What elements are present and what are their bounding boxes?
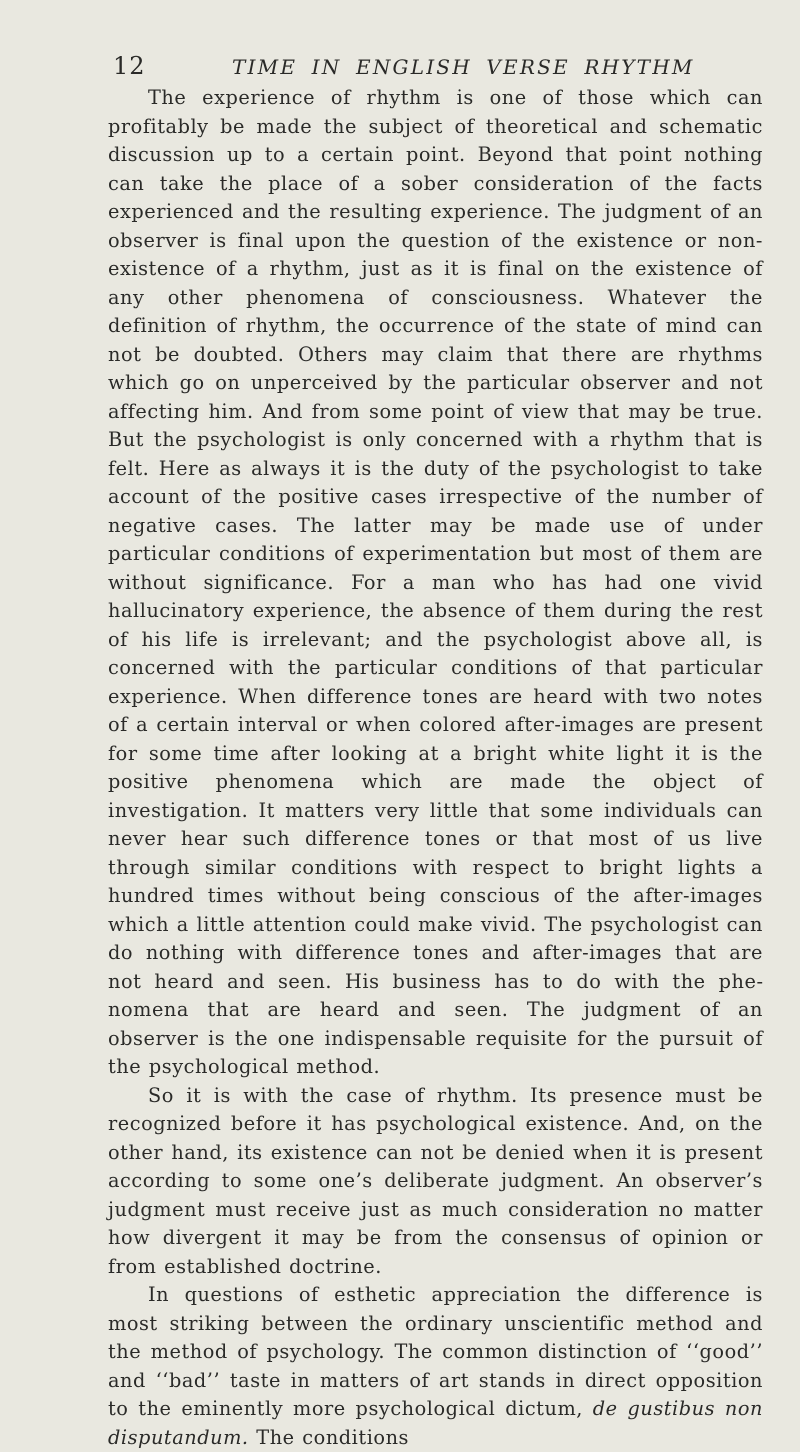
running-title: TIME IN ENGLISH VERSE RHYTHM [232,55,695,79]
paragraph-3-text: In questions of esthetic appreciation the difference is most striking between the ordinary unscientific method and the method of psychology. The common distinction of ‘‘good’’ and ‘‘bad’’ taste in matters of art stands in direct opposition to the eminently more psychological dictum, [108,1283,763,1420]
paragraph-1: The experience of rhythm is one of those which can profitably be made the subject of theoretical and schematic discussion up to a certain point. Beyond that point nothing can take the place of a sober consideration of the facts experienced and the resulting experience. The judgment of an observer is final upon the question of the existence or non-existence of a rhythm, just as it is final on the existence of any other phenomena of consciousness. Whatever the definition of rhythm, the occurrence of the state of mind can not be doubted. Others may claim that there are rhythms which go on unperceived by the particular observer and not affecting him. And from some point of view that may be true. But the psychologist is only concerned with a rhythm that is felt. Here as always it is the duty of the psychologist to take account of the positive cases irrespective of the number of negative cases. The latter may be made use of under particular conditions of experimentation but most of them are without significance. For a man who has had one vivid hallucinatory experience, the absence of them during the rest of his life is irrelevant; and the psychologist above all, is concerned with the particular conditions of that particular experience. When difference tones are heard with two notes of a certain interval or when colored after-images are present for some time after looking at a bright white light it is the positive phenomena which are made the object of investigation. It matters very little that some individuals can never hear such difference tones or that most of us live through similar conditions with respect to bright lights a hundred times without being conscious of the after-images which a little attention could make vivid. The psychologist can do nothing with difference tones and after-images that are not heard and seen. His business has to do with the phenomena that are heard and seen. The judgment of an observer is the one indispensable requisite for the pursuit of the psychological method. [108,86,763,1078]
running-head [0,52,800,82]
body-text [108,84,763,1452]
paragraph-3-continuation: The conditions [248,1425,409,1449]
paragraph-2: So it is with the case of rhythm. Its presence must be recognized before it has psychological existence. And, on the other hand, its existence can not be denied when it is present according to some one’s deliberate judgment. An observer’s judgment must receive just as much consideration no matter how divergent it may be from the consensus of opinion or from established doctrine. [108,1083,763,1278]
page-number: 12 [113,52,146,80]
latin-dictum: de gustibus non disputandum. [108,1397,763,1449]
paragraph-3 [108,1281,763,1452]
